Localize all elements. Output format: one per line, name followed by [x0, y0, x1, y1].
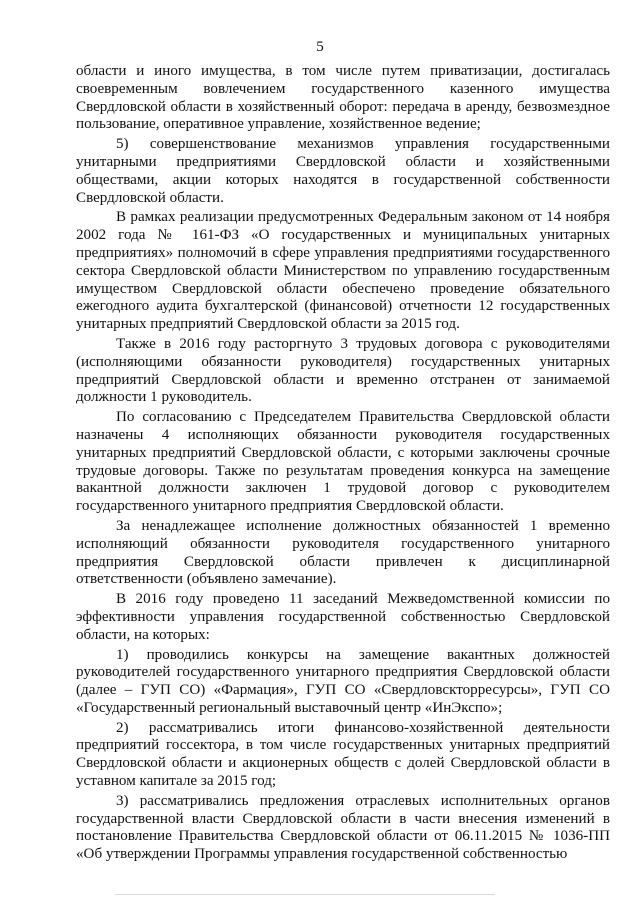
paragraph-item-2: 2) рассматривались итоги финансово-хозяйственной деятельности предприятий госсектора, в том числе государственных унитарных предприятий Свердловской области и акционерных обществ с долей Свердловской области в уставном капитале за 2015 год;: [76, 719, 610, 790]
paragraph-federal-law: В рамках реализации предусмотренных Федеральным законом от 14 ноября 2002 года № 161-ФЗ «О государственных и муниципальных унитарных предприятиях» полномочий в сфере управления предприятиями государственного сектора Свердловской области Министерством по управлению государственным имуществом Свердловской области обеспечено проведение обязательного ежегодного аудита бухгалтерской (финансовой) отчетности 12 государственных унитарных предприятий Свердловской области за 2015 год.: [76, 209, 610, 333]
paragraph-item-1: 1) проводились конкурсы на замещение вакантных должностей руководителей государственного унитарного предприятия Свердловской области (далее – ГУП СО) «Фармация», ГУП СО «Свердловскторресурсы», ГУП СО «Государственный региональный выставочный центр «ИнЭкспо»;: [76, 646, 610, 716]
paragraph-commission-meetings: В 2016 году проведено 11 заседаний Межведомственной комиссии по эффективности управления государственной собственностью Свердловской области, на которых:: [76, 591, 610, 643]
scan-artifact-line: [115, 894, 495, 895]
document-body: [76, 63, 610, 866]
paragraph-item-5: 5) совершенствование механизмов управления государственными унитарными предприятиями Свердловской области и хозяйственными обществами, акции которых находятся в государственной собственности Свердловской области.: [76, 136, 610, 206]
paragraph-appointments: По согласованию с Председателем Правительства Свердловской области назначены 4 исполняющих обязанности руководителя государственных унитарных предприятий Свердловской области, с которыми заключены срочные трудовые договоры. Также по результатам проведения конкурса на замещение вакантной должности заключен 1 трудовой договор с руководителем государственного унитарного предприятия Свердловской области.: [76, 409, 610, 515]
paragraph-item-3: 3) рассматривались предложения отраслевых исполнительных органов государственной власти Свердловской области в части внесения изменений в постановление Правительства Свердловской области от 06.11.2015 № 1036-ПП «Об утверждении Программы управления государственной собственностью: [76, 792, 610, 863]
page-number: 5: [316, 39, 324, 55]
paragraph-disciplinary: За ненадлежащее исполнение должностных обязанностей 1 временно исполняющий обязанности руководителя государственного унитарного предприятия Свердловской области привлечен к дисциплинарной ответственности (объявлено замечание).: [76, 517, 610, 588]
paragraph-contracts-terminated: Также в 2016 году расторгнуто 3 трудовых договора с руководителями (исполняющими обязанности руководителя) государственных унитарных предприятий Свердловской области и временно отстранен от занимаемой должности 1 руководитель.: [76, 335, 610, 406]
paragraph-continuation: области и иного имущества, в том числе путем приватизации, достигалась своевременным вовлечением государственного казенного имущества Свердловской области в хозяйственный оборот: передача в аренду, безвозмездное пользование, оперативное управление, хозяйственное ведение;: [76, 63, 610, 133]
